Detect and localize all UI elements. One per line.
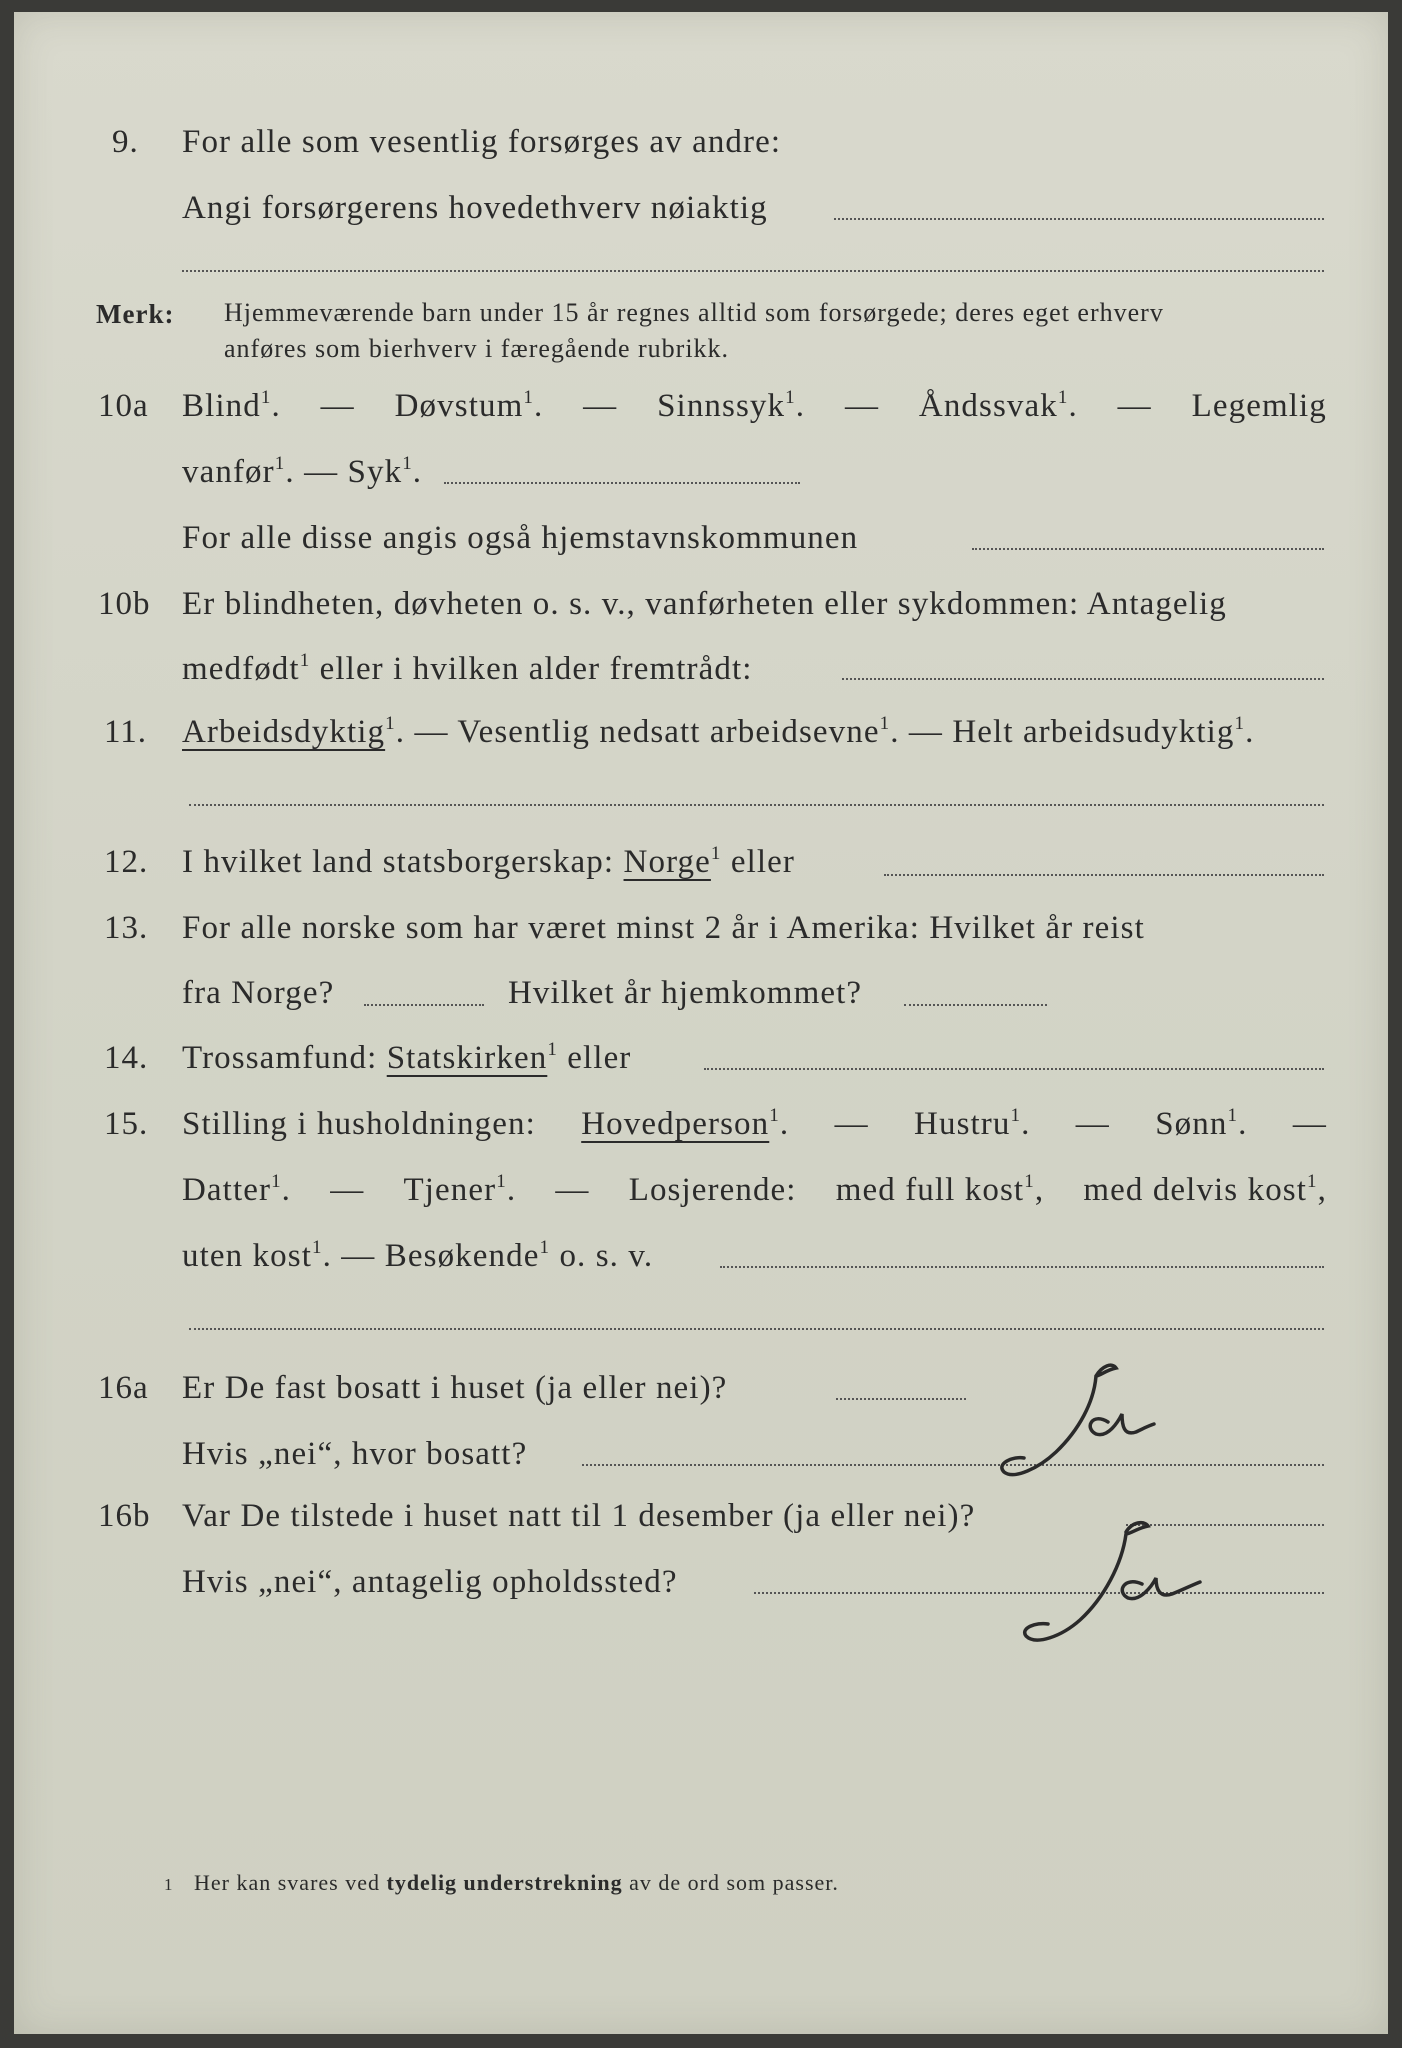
option-tjener: Tjener — [403, 1172, 497, 1208]
q9-line2: Angi forsørgerens hovedethverv nøiaktig — [182, 190, 768, 226]
q15-number: 15. — [104, 1106, 149, 1142]
q13-reist-answer-line[interactable] — [364, 1004, 484, 1006]
option-sinnssyk: Sinnssyk$^1$. — [657, 387, 806, 424]
q16a-line2: Hvis „nei“, hvor bosatt? — [182, 1436, 528, 1472]
q13-line2-fra-norge: fra Norge? — [182, 975, 335, 1011]
q16a-answer-line[interactable] — [836, 1398, 966, 1400]
q10b-number: 10b — [98, 586, 151, 622]
option-arbeidsdyktig-underlined: Arbeidsdyktig — [182, 714, 386, 750]
q9-number: 9. — [112, 124, 139, 160]
handwritten-answer-ja-16b — [1004, 1512, 1234, 1662]
q11-answer-line[interactable] — [189, 804, 1324, 806]
q16a-number: 16a — [98, 1370, 149, 1406]
q16b-line2: Hvis „nei“, antagelig opholdssted? — [182, 1564, 678, 1600]
q16b-number: 16b — [98, 1498, 151, 1534]
q14-line1: Trossamfund: Statskirken$^1$ eller — [182, 1039, 632, 1076]
option-besokende: Besøkende — [384, 1238, 540, 1274]
q10b-answer-line[interactable] — [842, 678, 1324, 680]
option-hustru: Hustru — [914, 1106, 1011, 1142]
q10a-hometown-line[interactable] — [972, 548, 1324, 550]
option-uten-kost: uten kost — [182, 1238, 312, 1274]
q10a-answer-line[interactable] — [444, 482, 800, 484]
q15-line2: Datter$^1$. — Tjener$^1$. — Losjerende: med full kost$^1$, med delvis kost$^1$, — [182, 1171, 1327, 1208]
q12-number: 12. — [104, 844, 149, 880]
q13-line2-hjemkommet: Hvilket år hjemkommet? — [508, 975, 863, 1011]
option-udyktig: Helt arbeidsudyktig — [952, 714, 1235, 750]
q14-answer-line[interactable] — [704, 1068, 1324, 1070]
q10a-number: 10a — [98, 388, 149, 424]
option-syk: Syk$^1$. — [347, 453, 423, 490]
footnote: 1 Her kan svares ved tydelig understrekning av de ord som passer. — [164, 1870, 839, 1895]
option-vanfor: vanfør$^1$. — [182, 453, 295, 490]
q11-number: 11. — [104, 714, 148, 750]
option-norge-underlined: Norge — [623, 844, 711, 880]
q12-line1: I hvilket land statsborgerskap: Norge$^1$ eller — [182, 843, 795, 880]
q10a-line3: For alle disse angis også hjemstavnskommunen — [182, 520, 859, 556]
q12-answer-line[interactable] — [884, 874, 1324, 876]
q16a-line1: Er De fast bosatt i huset (ja eller nei)? — [182, 1370, 728, 1406]
merk-line2: anføres som bierhverv i færegående rubrikk. — [224, 334, 730, 363]
handwritten-answer-ja-16a — [984, 1352, 1194, 1492]
q9-line1: For alle som vesentlig forsørges av andre: — [182, 124, 782, 160]
q10b-line2: medfødt$^1$ eller i hvilken alder fremtrådt: — [182, 650, 753, 687]
option-sonn: Sønn — [1155, 1106, 1228, 1142]
option-legemlig: Legemlig — [1191, 388, 1327, 424]
option-nedsatt: Vesentlig nedsatt arbeidsevne — [457, 714, 880, 750]
census-form-page — [14, 12, 1388, 2034]
q15-answer-line-2[interactable] — [189, 1328, 1324, 1330]
option-full-kost: med full kost — [835, 1172, 1025, 1208]
option-dovstum: Døvstum$^1$. — [394, 387, 544, 424]
q14-number: 14. — [104, 1040, 149, 1076]
q9-answer-line-2[interactable] — [182, 270, 1324, 272]
q10a-line2: vanfør$^1$. — Syk$^1$. — [182, 453, 423, 490]
merk-line1: Hjemmeværende barn under 15 år regnes alltid som forsørgede; deres eget erhverv — [224, 298, 1164, 327]
q13-line1: For alle norske som har været minst 2 år i Amerika: Hvilket år reist — [182, 910, 1145, 946]
q15-line1: Stilling i husholdningen: Hovedperson$^1$. — Hustru$^1$. — Sønn$^1$. — — [182, 1105, 1327, 1142]
option-blind: Blind$^1$. — [182, 387, 281, 424]
option-delvis-kost: med delvis kost — [1083, 1172, 1308, 1208]
q10a-line1: Blind$^1$. — Døvstum$^1$. — Sinnssyk$^1$. — Åndssvak$^1$. — Legemlig — [182, 387, 1327, 424]
q15-answer-line[interactable] — [720, 1266, 1324, 1268]
q16b-line1: Var De tilstede i huset natt til 1 desember (ja eller nei)? — [182, 1498, 976, 1534]
merk-label: Merk: — [96, 299, 175, 329]
q13-hjemkommet-answer-line[interactable] — [904, 1004, 1047, 1006]
q11-line1: Arbeidsdyktig$^1$. — Vesentlig nedsatt arbeidsevne$^1$. — Helt arbeidsudyktig$^1$. — [182, 713, 1255, 750]
option-medfodt: medfødt$^1$ — [182, 650, 311, 687]
option-statskirken-underlined: Statskirken — [386, 1040, 548, 1076]
q13-number: 13. — [104, 910, 149, 946]
option-hovedperson-underlined: Hovedperson — [581, 1106, 770, 1142]
q15-line3: uten kost$^1$. — Besøkende$^1$ o. s. v. — [182, 1237, 654, 1274]
q9-answer-line[interactable] — [834, 218, 1324, 220]
q16a-bosatt-answer-line[interactable] — [582, 1464, 1324, 1466]
q10b-line1: Er blindheten, døvheten o. s. v., vanførheten eller sykdommen: Antagelig — [182, 586, 1227, 622]
option-datter: Datter — [182, 1172, 272, 1208]
option-andssvak: Åndssvak$^1$. — [918, 387, 1078, 424]
